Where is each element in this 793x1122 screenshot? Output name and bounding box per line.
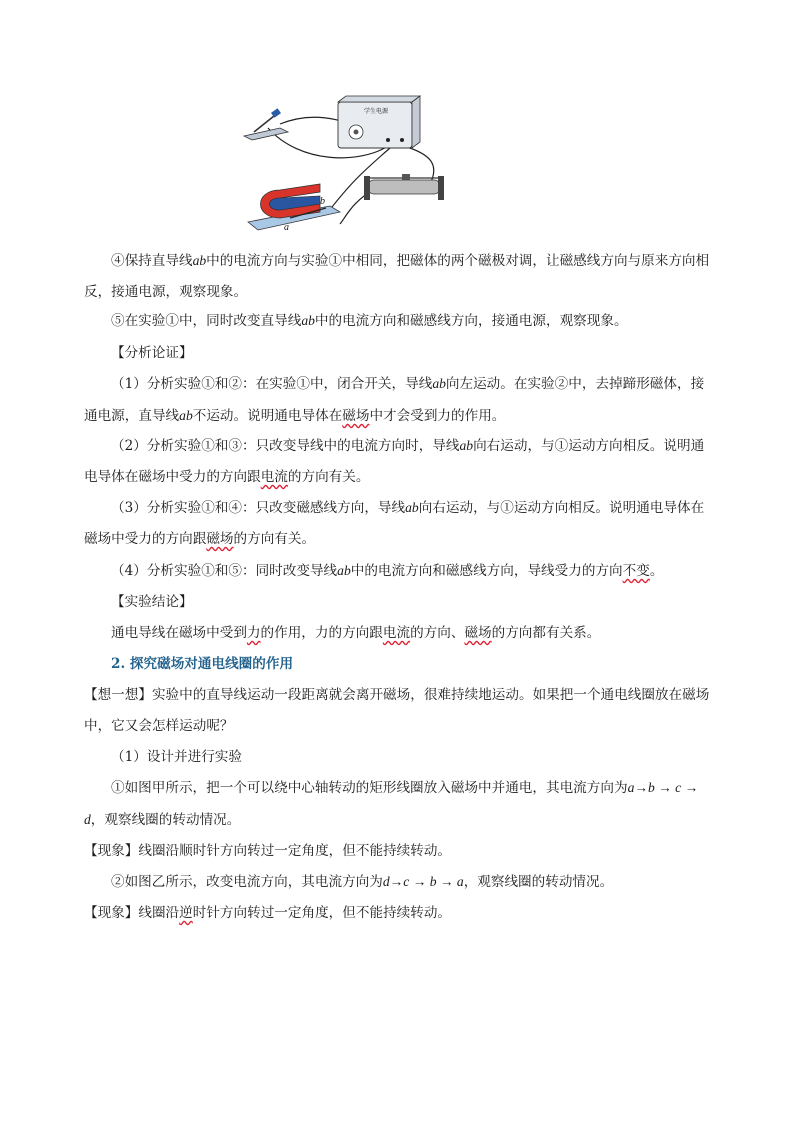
label-a: a: [284, 222, 289, 233]
rheostat-drawing: [364, 174, 444, 200]
analysis-item-4: （4）分析实验①和⑤：同时改变导线ab中的电流方向和磁感线方向，导线受力的方向不变。: [111, 563, 664, 579]
label-b: b: [320, 196, 325, 207]
analysis-item-2: （2）分析实验①和③：只改变导线中的电流方向时，导线ab向右运动，与①运动方向相反。说明通电导体在磁场中受力的方向跟电流的方向有关。: [84, 438, 705, 485]
conclusion-text: 通电导线在磁场中受到力的作用，力的方向跟电流的方向、磁场的方向都有关系。: [111, 625, 601, 641]
paragraph-step5: ⑤在实验①中，同时改变直导线ab中的电流方向和磁感线方向，接通电源，观察现象。: [111, 313, 628, 329]
conclusion-title: 【实验结论】: [111, 594, 193, 610]
magnet-drawing: [248, 184, 340, 233]
section-heading: 2. 探究磁场对通电线圈的作用: [111, 656, 294, 672]
analysis-item-3: （3）分析实验①和④：只改变磁感线方向，导线ab向右运动，与①运动方向相反。说明通电导体在磁场中受力的方向跟磁场的方向有关。: [84, 500, 705, 547]
power-supply-drawing: [338, 96, 420, 148]
phenomenon-1: 【现象】线圈沿顺时针方向转过一定角度，但不能持续转动。: [84, 843, 452, 859]
analysis-item-1: （1）分析实验①和②：在实验①中，闭合开关，导线ab向左运动。在实验②中，去掉蹄形磁体，接通电源，直导线ab不运动。说明通电导体在磁场中才会受到力的作用。: [84, 376, 705, 424]
experiment-1-paragraph: ①如图甲所示，把一个可以绕中心轴转动的矩形线圈放入磁场中并通电，其电流方向为a→b → c → d，观察线圈的转动情况。: [84, 780, 699, 828]
think-paragraph: 【想一想】实验中的直导线运动一段距离就会离开磁场，很难持续地运动。如果把一个通电线圈放在磁场中，它又会怎样运动呢？: [84, 687, 710, 734]
paragraph-step4: ④保持直导线ab中的电流方向与实验①中相同，把磁体的两个磁极对调，让磁感线方向与原来方向相反，接通电源，观察现象。: [84, 253, 710, 300]
phenomenon-2: 【现象】线圈沿逆时针方向转过一定角度，但不能持续转动。: [84, 905, 452, 921]
design-subtitle: （1）设计并进行实验: [111, 749, 242, 765]
power-supply-label: 学生电源: [364, 108, 389, 115]
experiment-2-paragraph: ②如图乙所示，改变电流方向，其电流方向为d→c → b → a，观察线圈的转动情况。: [111, 874, 614, 890]
analysis-title: 【分析论证】: [111, 345, 193, 361]
experiment-figure: [240, 94, 450, 240]
switch-drawing: [244, 108, 288, 140]
